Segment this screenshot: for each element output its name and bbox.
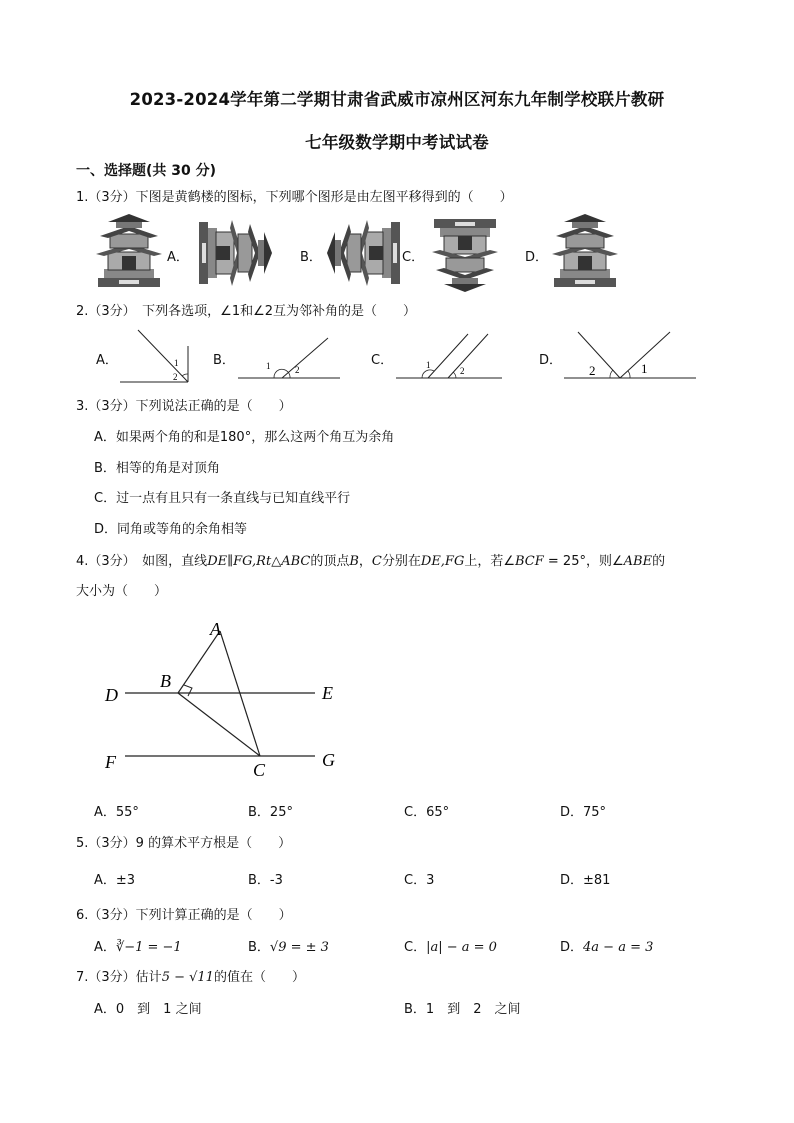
q4-label-d: D	[105, 685, 118, 705]
q1-stem: 1.（3分）下图是黄鹤楼的图标，下列哪个图形是由左图平移得到的（ ）	[76, 190, 513, 205]
q4-label-g: G	[322, 750, 335, 770]
q7-option-b: B．1 到 2 之间	[404, 1002, 521, 1017]
q4-option-d: D．75°	[560, 805, 607, 820]
q2-d-angle1-label: 1	[641, 361, 648, 376]
q1-option-c-label: C．	[402, 250, 425, 265]
q2-b-angle2-label: 2	[295, 365, 300, 375]
q2-option-b-figure	[236, 332, 342, 386]
q1-option-b-image	[321, 214, 403, 296]
q5-option-a: A．±3	[94, 873, 136, 888]
q6-option-d: D．4a − a = 3	[560, 940, 654, 955]
q6-option-a: A．∛−1 = −1	[94, 940, 182, 955]
page-subtitle: 七年级数学期中考试试卷	[305, 133, 489, 152]
q6-option-c: C．|a| − a = 0	[404, 940, 497, 955]
q2-b-angle1-label: 1	[266, 361, 271, 371]
q2-option-a-label: A．	[96, 353, 118, 368]
q2-option-d-label: D．	[539, 353, 563, 368]
q2-option-c-label: C．	[371, 353, 394, 368]
page-title: 2023-2024学年第二学期甘肃省武威市凉州区河东九年制学校联片教研	[129, 90, 665, 109]
q4-label-c: C	[253, 760, 266, 780]
q1-option-b-label: B．	[300, 250, 322, 265]
q4-label-a: A	[210, 619, 221, 639]
q2-option-b-label: B．	[213, 353, 235, 368]
q4-stem-line2: 大小为（ ）	[76, 584, 168, 599]
q5-option-c: C．3	[404, 873, 435, 888]
q2-option-c-figure	[394, 330, 504, 386]
q1-original-tower-image	[94, 214, 168, 296]
q4-option-a: A．55°	[94, 805, 139, 820]
q5-option-b: B．-3	[248, 873, 283, 888]
q4-stem-line1: 4.（3分） 如图，直线DE∥FG,Rt△ABC的顶点B，C分别在DE,FG上，若∠BCF = 25°，则∠ABE的	[76, 554, 666, 569]
q6-option-b: B．√9 = ± 3	[248, 940, 329, 955]
q2-a-angle1-label: 1	[174, 358, 179, 368]
q4-figure	[100, 615, 350, 789]
q1-option-d-label: D．	[525, 250, 549, 265]
q7-option-a: A．0 到 1 之间	[94, 1002, 202, 1017]
q1-option-a-label: A．	[167, 250, 189, 265]
q2-c-angle1-label: 1	[426, 360, 431, 370]
q2-stem: 2.（3分） 下列各选项，∠1和∠2互为邻补角的是（ ）	[76, 304, 417, 319]
q7-stem: 7.（3分）估计5 − √11的值在（ ）	[76, 970, 305, 985]
q5-stem: 5.（3分）9 的算术平方根是（ ）	[76, 836, 292, 851]
q4-option-b: B．25°	[248, 805, 293, 820]
q3-option-d: D．同角或等角的余角相等	[94, 522, 248, 537]
q4-label-e: E	[322, 683, 333, 703]
q2-a-angle2-label: 2	[173, 372, 178, 382]
q2-c-angle2-label: 2	[460, 366, 465, 376]
q3-option-c: C．过一点有且只有一条直线与已知直线平行	[94, 491, 351, 506]
q5-option-d: D．±81	[560, 873, 611, 888]
section-heading: 一、选择题(共 30 分)	[76, 163, 217, 179]
q1-option-a-image	[196, 214, 278, 296]
q4-label-b: B	[160, 671, 171, 691]
q6-stem: 6.（3分）下列计算正确的是（ ）	[76, 908, 292, 923]
q1-option-c-image	[426, 214, 500, 296]
q3-option-a: A．如果两个角的和是180°，那么这两个角互为余角	[94, 430, 395, 445]
q4-option-c: C．65°	[404, 805, 450, 820]
q4-label-f: F	[105, 752, 116, 772]
q2-option-d-figure	[562, 330, 698, 386]
q3-option-b: B．相等的角是对顶角	[94, 461, 220, 476]
q3-stem: 3.（3分）下列说法正确的是（ ）	[76, 399, 292, 414]
q2-d-angle2-label: 2	[589, 363, 596, 378]
q2-option-a-figure	[118, 328, 193, 390]
q1-option-d-image	[550, 214, 624, 296]
